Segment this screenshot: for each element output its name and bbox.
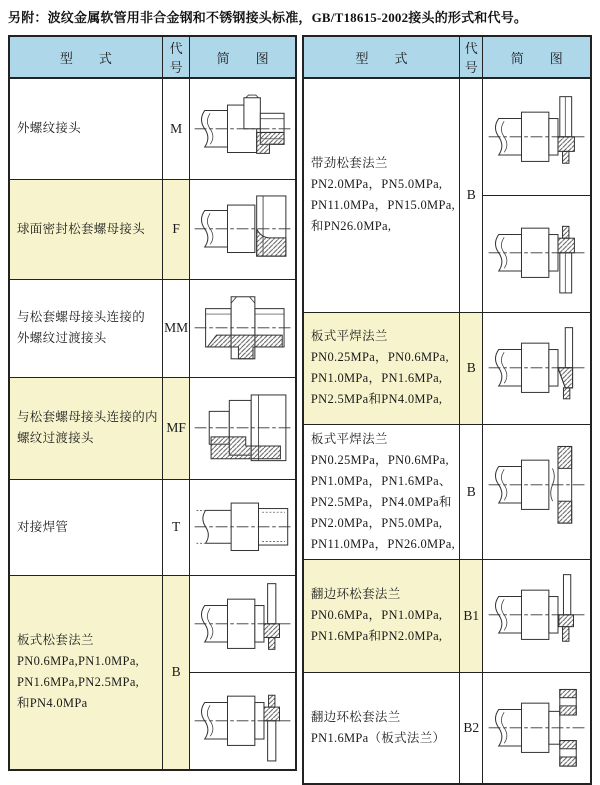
code-cell: B [460,424,483,559]
table-row [9,575,296,770]
type-text-line: PN11.0MPa，PN26.0MPa, [310,536,455,551]
type-text-line: PN0.6MPa,PN1.0MPa, [17,654,140,669]
table-row [303,312,591,424]
diagram-cell [483,559,591,672]
hex-nipple-diagram-icon [190,280,295,376]
diagram-column-header: 简 图 [483,36,591,78]
diagram-cell [190,377,296,479]
type-cell [303,78,460,312]
type-text-line: 和PN26.0MPa, [310,219,392,234]
type-text-line: PN2.0MPa，PN5.0MPa, [310,177,443,192]
table-row [9,479,296,575]
fittings-table-left [8,35,297,771]
type-text-line: PN1.6MPa和PN2.0MPa, [310,629,443,643]
right-tbody [303,78,591,784]
type-text-line: 板式松套法兰 [17,633,94,648]
diagram-column-header: 简 图 [190,36,296,78]
type-text-line: PN11.0MPa，PN15.0MPa, [310,198,455,213]
type-text-line: 球面密封松套螺母接头 [17,221,146,236]
left-table-header [9,36,296,78]
type-text-line: 螺纹过渡接头 [17,431,94,445]
type-cell [9,575,162,770]
type-cell [9,78,162,179]
neck-flange-up-diagram-icon [483,79,590,195]
male-thread-diagram-icon [190,79,295,178]
type-text-line: 外螺纹过渡接头 [17,331,107,345]
diagram-cell [190,575,296,770]
table-row [9,78,296,179]
page-title: 另附：波纹金属软管用非合金钢和不锈钢接头标准，GB/T18615-2002接头的形式和代号。 [8,10,528,25]
fittings-table-right [302,35,592,785]
diagram-cell [483,672,591,784]
table-row [303,424,591,559]
weld-flange-up-diagram-icon [483,313,590,423]
table-row [303,672,591,784]
type-text-line: PN0.25MPa，PN0.6MPa, [310,350,449,364]
type-cell [303,672,460,784]
loose-nut-diagram-icon [190,180,295,278]
code-column-header: 代号 [460,36,483,78]
code-cell: B [460,312,483,424]
diagram-cell [190,479,296,575]
hex-adapter-diagram-icon [190,378,295,478]
type-text-line: PN1.6MPa,PN2.5MPa, [17,675,140,690]
grooved-ring-flange-diagram-icon [483,673,590,783]
type-text-line: PN2.5MPa和PN4.0MPa, [310,392,443,406]
table-row [9,279,296,377]
type-text-line: 板式平焊法兰 [310,329,388,343]
diagram-cell [190,279,296,377]
type-text-line: 翻边环松套法兰 [310,587,401,601]
tables-container [0,35,600,785]
type-text-line: 对接焊管 [17,519,69,534]
diagram-cell [483,78,591,312]
type-text-line: PN0.25MPa，PN0.6MPa, [310,452,449,467]
plate-flange-up-diagram-icon [190,576,295,672]
type-text-line: 翻边环松套法兰 [310,709,401,724]
type-text-line: PN1.0MPa，PN1.6MPa、 [310,473,452,488]
left-tbody [9,78,296,770]
type-cell [9,179,162,279]
code-cell: MM [162,279,190,377]
butt-weld-diagram-icon [190,480,295,574]
code-cell: B2 [460,672,483,784]
diagram-cell [483,312,591,424]
code-cell: B [162,575,190,770]
diagram-cell [190,78,296,179]
code-cell: B1 [460,559,483,672]
code-cell: T [162,479,190,575]
type-text-line: PN2.5MPa，PN4.0MPa和 [310,494,452,509]
type-text-line: 与松套螺母接头连接的内 [17,410,158,424]
right-table-header [303,36,591,78]
code-cell: B [460,78,483,312]
plate-flange-down-diagram-icon [190,672,295,769]
type-text-line: 带劲松套法兰 [310,156,388,171]
table-row [303,78,591,312]
type-cell [9,479,162,575]
type-text-line: 板式平焊法兰 [310,431,388,446]
neck-flange-down-diagram-icon [483,195,590,312]
type-column-header: 型 式 [303,36,460,78]
code-cell: F [162,179,190,279]
type-text-line: 和PN4.0MPa [17,696,88,711]
code-cell: MF [162,377,190,479]
flared-ring-flange-diagram-icon [483,560,590,671]
type-text-line: PN1.6MPa（板式法兰） [310,730,446,745]
diagram-cell [190,179,296,279]
diagram-cell [483,424,591,559]
type-column-header: 型 式 [9,36,162,78]
table-row [303,559,591,672]
full-section-flange-diagram-icon [483,425,590,546]
type-text-line: 外螺纹接头 [17,121,82,136]
type-cell [9,279,162,377]
type-text-line: PN1.0MPa，PN1.6MPa, [310,371,443,385]
type-text-line: PN0.6MPa，PN1.0MPa, [310,608,443,622]
type-cell [303,559,460,672]
type-text-line: 与松套螺母接头连接的 [17,310,146,324]
code-cell: M [162,78,190,179]
code-column-header: 代号 [162,36,190,78]
table-row [9,377,296,479]
type-cell [303,424,460,559]
type-cell [9,377,162,479]
type-cell [303,312,460,424]
type-text-line: PN2.0MPa，PN5.0MPa, [310,515,443,530]
table-row [9,179,296,279]
